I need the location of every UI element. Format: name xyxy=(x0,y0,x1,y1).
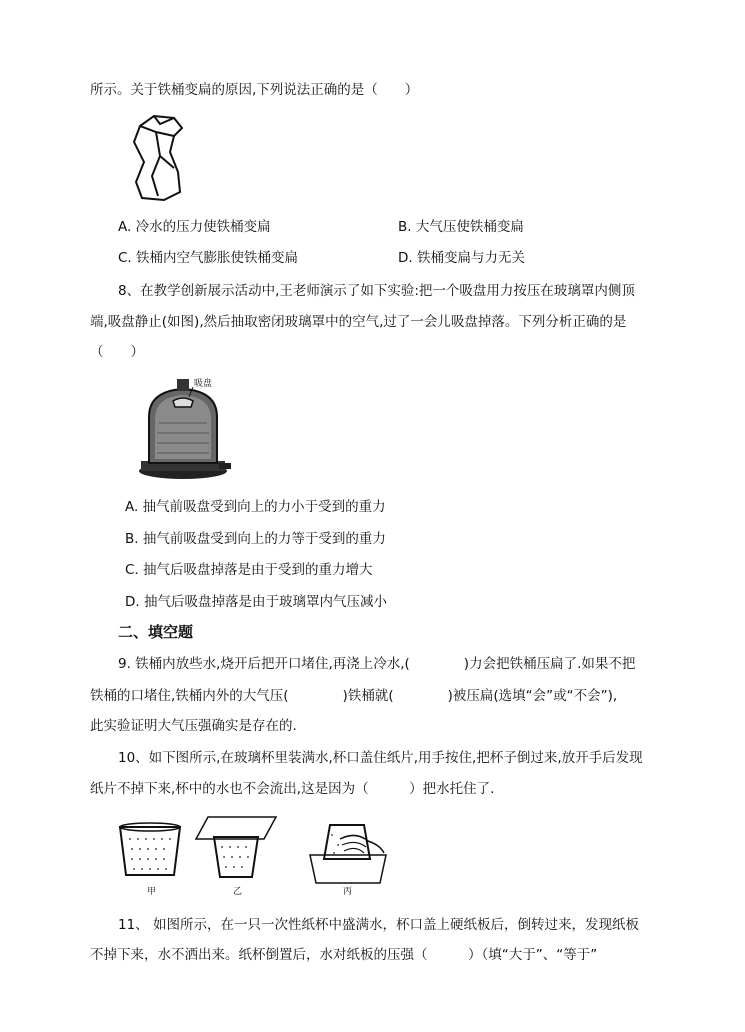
q7-option-d: D. 铁桶变扁与力无关 xyxy=(398,250,525,266)
q8-stem-line2: 端,吸盘静止(如图),然后抽取密闭玻璃罩中的空气,过了一会儿吸盘掉落。下列分析正确的是 xyxy=(90,314,627,330)
label-bing: 丙 xyxy=(343,887,353,897)
suction-cup-icon xyxy=(173,398,193,407)
section-title: 二、填空题 xyxy=(118,623,194,641)
bell-jar-figure xyxy=(135,373,235,481)
label-yi: 乙 xyxy=(233,887,243,897)
q10-line1: 10、如下图所示,在玻璃杯里装满水,杯口盖住纸片,用手按住,把杯子倒过来,放开手后发现 xyxy=(118,750,643,766)
crushed-bucket-figure xyxy=(130,112,188,204)
q7-option-a: A. 冷水的压力使铁桶变扁 xyxy=(118,219,271,235)
cup-yi xyxy=(196,817,276,877)
q9-line1: 9. 铁桶内放些水,烧开后把开口堵住,再浇上冷水,( )力会把铁桶压扁了.如果不把 xyxy=(118,656,636,672)
label-jia: 甲 xyxy=(147,887,157,897)
cup-jia xyxy=(120,823,180,875)
cups-figure xyxy=(110,815,395,885)
q8-option-c: C. 抽气后吸盘掉落是由于受到的重力增大 xyxy=(125,562,373,578)
q11-line2: 不掉下来，水不洒出来。纸杯倒置后，水对纸板的压强（ ）（填“大于”、“等于” xyxy=(90,947,598,963)
q9-line3: 此实验证明大气压强确实是存在的. xyxy=(90,718,297,734)
q9-line2: 铁桶的口堵住,铁桶内外的大气压( )铁桶就( )被压扁(选填“会”或“不会”), xyxy=(90,688,618,704)
q7-option-b: B. 大气压使铁桶变扁 xyxy=(398,219,524,235)
q11-line1: 11、 如图所示，在一只一次性纸杯中盛满水，杯口盖上硬纸板后，倒转过来，发现纸板 xyxy=(118,917,639,933)
q8-stem-line3: （ ） xyxy=(90,344,144,360)
suction-cup-label: 吸盘 xyxy=(194,379,213,389)
q8-option-b: B. 抽气前吸盘受到向上的力等于受到的重力 xyxy=(125,531,386,547)
q10-line2: 纸片不掉下来,杯中的水也不会流出,这是因为（ ）把水托住了. xyxy=(90,781,495,797)
q7-stem-tail: 所示。关于铁桶变扁的原因,下列说法正确的是（ ） xyxy=(90,82,419,98)
q8-option-a: A. 抽气前吸盘受到向上的力小于受到的重力 xyxy=(125,499,386,515)
cup-bing xyxy=(310,825,386,883)
q8-option-d: D. 抽气后吸盘掉落是由于玻璃罩内气压减小 xyxy=(125,594,387,610)
q7-option-c: C. 铁桶内空气膨胀使铁桶变扁 xyxy=(118,250,299,266)
q8-stem-line1: 8、在教学创新展示活动中,王老师演示了如下实验:把一个吸盘用力按压在玻璃罩内侧顶 xyxy=(118,283,635,299)
